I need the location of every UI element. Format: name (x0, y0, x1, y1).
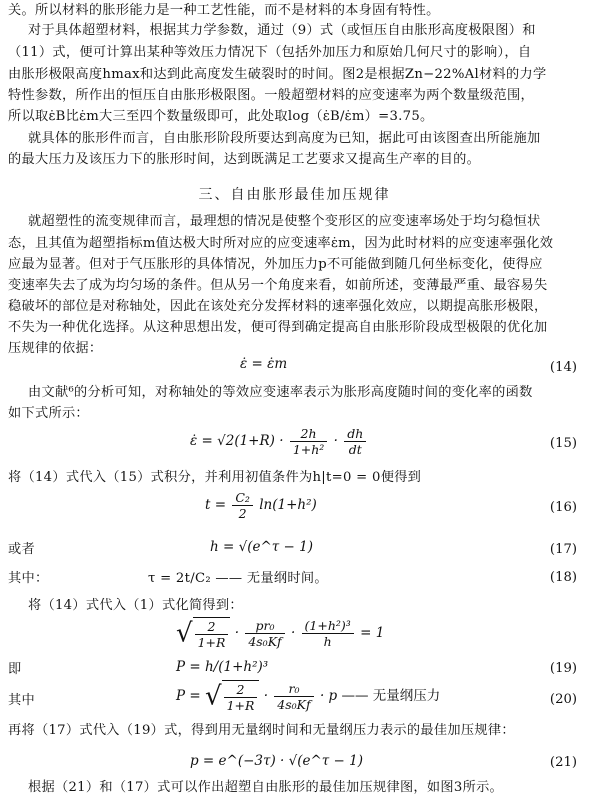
text-line: （11）式，便可计算出某种等效压力情况下（包括外加压力和原始几何尺寸的影响），自 (8, 45, 532, 60)
text-line: τ = 2t/C₂ —— 无量纲时间。 (148, 571, 328, 586)
text-line: 不失为一种优化选择。从这种思想出发，便可得到确定提高自由胀形阶段成型极限的优化加 (8, 320, 548, 335)
text-line: 再将（17）式代入（19）式，得到用无量纲时间和无量纲压力表示的最佳加压规律： (8, 723, 515, 738)
equation-15: ε̇ = √2(1+R) · $\frac{2h}{\text{1+h²}}$ · $\frac{dh}{dt}$ (190, 426, 368, 457)
text-line: 应最为显著。但对于气压胀形的具体情况，外加压力p不可能做到随几何坐标变化，使得应 (8, 257, 543, 272)
equation-17: h = √(e^τ − 1) (210, 539, 313, 555)
equation-unnumbered: √ $\frac{2}{1+R}$ · $\frac{\text{pr₀}}{\text{4s₀Kf}}$ · $\frac{\text{(1+h²)³}}{h}$ = 1 (176, 618, 385, 650)
text-line: 将（14）式代入（1）式化简得到： (28, 598, 243, 613)
text-line: 变速率失去了成为均匀场的条件。但从另一个角度来看，如前所述，变薄最严重、最容易失 (8, 278, 548, 293)
equation-number: (14) (549, 360, 577, 375)
text-line: 态，且其值为超塑指标m值达极大时所对应的应变速率ε̇m，因为此时材料的应变速率强化效 (8, 236, 554, 251)
text-line: 由胀形极限高度hmax和达到此高度发生破裂时的时间。图2是根据Zn−22%Al材料的力学 (8, 67, 547, 82)
equation-20: P = √ $\frac{2}{1+R}$ · $\frac{\text{r₀}}{\text{4s₀Kf}}$ · p —— 无量纲压力 (176, 681, 441, 713)
text-line: 如下式所示： (8, 406, 89, 421)
equation-16: t = $\frac{\text{C₂}}{2}$ ln(1+h²) (205, 490, 317, 521)
equation-number: (16) (549, 500, 577, 515)
text-line: 所以取ε̇B比ε̇m大三至四个数量级即可，此处取log（ε̇B/ε̇m）=3.75。 (8, 109, 434, 124)
equation-21: p = e^(−3τ) · √(e^τ − 1) (190, 753, 364, 769)
equation-number: (19) (549, 661, 577, 676)
section-heading: 三、自由胀形最佳加压规律 (198, 187, 391, 203)
text-line: 压规律的依据： (8, 341, 103, 356)
text-line: 其中： (8, 571, 49, 586)
text-line: 将（14）式代入（15）式积分，并利用初值条件为h|t=0 = 0便得到 (8, 470, 422, 485)
equation-number: (18) (549, 570, 577, 585)
text-line: 其中 (8, 693, 35, 708)
text-line: 的最大压力及该压力下的胀形时间，达到既满足工艺要求又提高生产率的目的。 (8, 152, 481, 167)
text-line: 或者 (8, 542, 35, 557)
text-line: 稳破坏的部位是对称轴处，因此在该处充分发挥材料的速率强化效应，以期提高胀形极限， (8, 299, 548, 314)
equation-19: P = h/(1+h²)³ (176, 659, 269, 675)
text-line: 特性参数，所作出的恒压自由胀形极限图。一般超塑材料的应变速率为两个数量级范围， (8, 88, 535, 103)
text-line: 即 (8, 662, 22, 677)
equation-number: (20) (549, 692, 577, 707)
text-line: 对于具体超塑材料，根据其力学参数，通过（9）式（或恒压自由胀形高度极限图）和 (28, 23, 536, 38)
text-line: 就超塑性的流变规律而言，最理想的情况是使整个变形区的应变速率场处于均匀稳恒状 (28, 214, 541, 229)
text-line: 由文献⁶的分析可知，对称轴处的等效应变速率表示为胀形高度随时间的变化率的函数 (28, 385, 533, 400)
equation-14: ε̇ = ε̇m (240, 356, 288, 372)
equation-number: (15) (549, 436, 577, 451)
text-line: 关。所以材料的胀形能力是一种工艺性能，而不是材料的本身固有特性。 (8, 3, 440, 18)
text-line: 就具体的胀形件而言，自由胀形阶段所要达到高度为已知，据此可由该图查出所能施加 (28, 131, 541, 146)
equation-number: (21) (549, 755, 577, 770)
equation-number: (17) (549, 542, 577, 557)
text-line: 根据（21）和（17）式可以作出超塑自由胀形的最佳加压规律图，如图3所示。 (28, 780, 504, 795)
